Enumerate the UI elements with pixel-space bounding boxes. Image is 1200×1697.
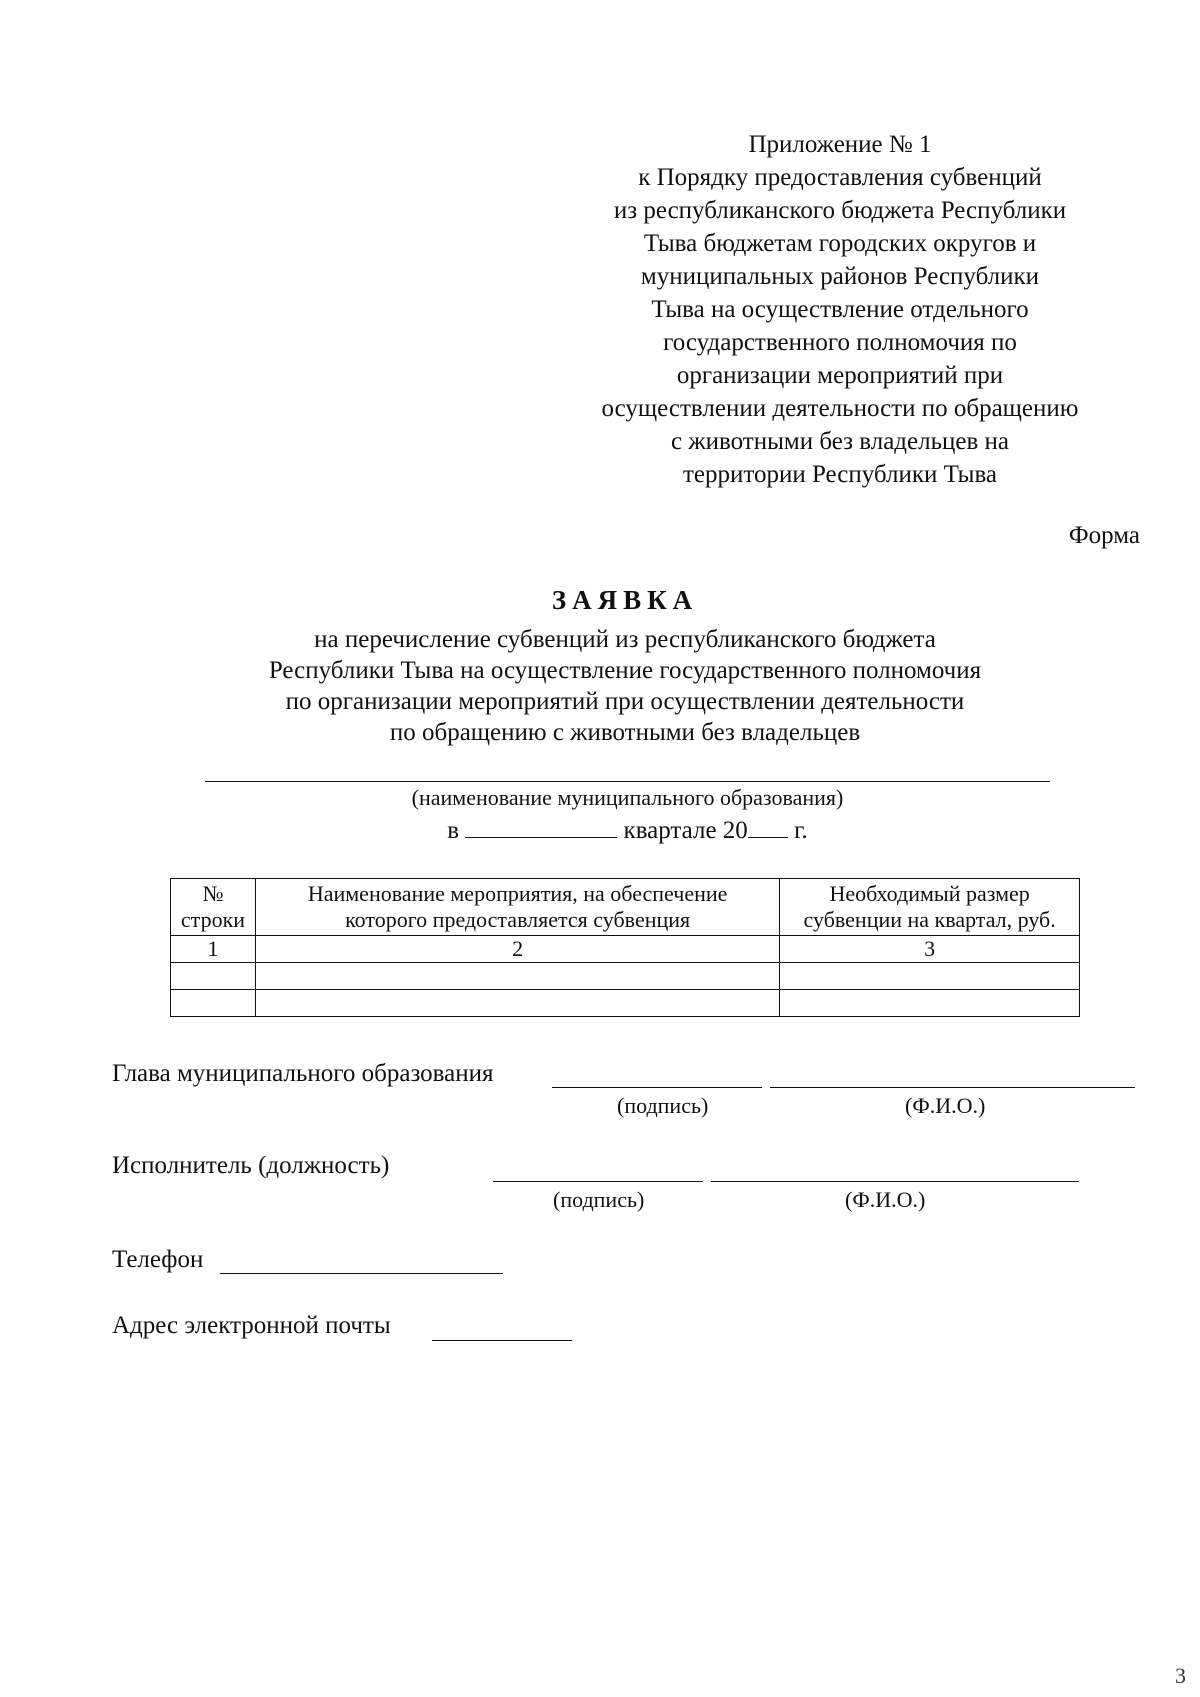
subtitle-line: по обращению с животными без владельцев bbox=[389, 719, 861, 746]
table-cell[interactable] bbox=[780, 990, 1080, 1017]
phone-blank-line[interactable] bbox=[220, 1273, 503, 1274]
appendix-line: к Порядку предоставления субвенций bbox=[638, 164, 1042, 191]
quarter-blank[interactable] bbox=[465, 815, 617, 838]
appendix-line: государственного полномочия по bbox=[663, 329, 1017, 356]
page-mark: 3 bbox=[1175, 1663, 1186, 1688]
document-title: ЗАЯВКА bbox=[551, 585, 699, 615]
quarter-suffix: г. bbox=[794, 817, 808, 844]
header-activity-name bbox=[255, 879, 779, 936]
appendix-line: территории Республики Тыва bbox=[682, 461, 998, 488]
header-text: строки bbox=[180, 907, 246, 932]
header-subvention-amount bbox=[780, 879, 1080, 936]
head-label: Глава муниципального образования bbox=[112, 1060, 494, 1087]
head-signature-line[interactable] bbox=[552, 1087, 762, 1088]
appendix-line: муниципальных районов Республики bbox=[640, 263, 1040, 290]
head-signature-caption: (подпись) bbox=[617, 1093, 709, 1118]
quarter-line bbox=[205, 815, 1050, 845]
document-subtitle bbox=[200, 624, 1050, 748]
column-number: 1 bbox=[171, 936, 256, 963]
email-blank-line[interactable] bbox=[432, 1340, 572, 1341]
appendix-line: из республиканского бюджета Республики bbox=[613, 197, 1067, 224]
appendix-block bbox=[590, 128, 1090, 491]
column-number: 2 bbox=[255, 936, 779, 963]
quarter-prefix: в bbox=[447, 817, 460, 844]
appendix-line: с животными без владельцев на bbox=[670, 428, 1009, 455]
subtitle-line: Республики Тыва на осуществление государственного полномочия bbox=[268, 657, 982, 684]
executor-signature-line[interactable] bbox=[493, 1181, 703, 1182]
appendix-line: осуществлении деятельности по обращению bbox=[601, 395, 1079, 422]
appendix-line: организации мероприятий при bbox=[676, 362, 1004, 389]
subtitle-line: на перечисление субвенций из республиканского бюджета bbox=[314, 626, 936, 653]
subtitle-line: по организации мероприятий при осуществлении деятельности bbox=[285, 688, 965, 715]
municipality-blank-line[interactable] bbox=[205, 781, 1050, 782]
email-label: Адрес электронной почты bbox=[112, 1312, 391, 1339]
executor-name-line[interactable] bbox=[711, 1181, 1079, 1182]
column-number: 3 bbox=[780, 936, 1080, 963]
table-cell[interactable] bbox=[255, 990, 779, 1017]
table-cell[interactable] bbox=[780, 963, 1080, 990]
phone-label: Телефон bbox=[112, 1246, 204, 1273]
appendix-line: Тыва на осуществление отдельного bbox=[651, 296, 1029, 323]
head-name-line[interactable] bbox=[770, 1087, 1135, 1088]
table-row bbox=[171, 990, 1080, 1017]
table-row bbox=[171, 963, 1080, 990]
appendix-line: Тыва бюджетам городских округов и bbox=[643, 230, 1037, 257]
municipality-caption: (наименование муниципального образования) bbox=[411, 785, 844, 810]
header-text: № bbox=[202, 881, 224, 906]
header-text: субвенции на квартал, руб. bbox=[803, 907, 1056, 932]
appendix-line: Приложение № 1 bbox=[748, 131, 932, 158]
table-cell[interactable] bbox=[171, 963, 256, 990]
header-text: которого предоставляется субвенция bbox=[345, 907, 691, 932]
head-name-caption: (Ф.И.О.) bbox=[905, 1093, 986, 1118]
table-header-row bbox=[171, 879, 1080, 936]
table-column-number-row bbox=[171, 936, 1080, 963]
request-table bbox=[170, 878, 1080, 1017]
header-row-number bbox=[171, 879, 256, 936]
executor-label: Исполнитель (должность) bbox=[112, 1152, 390, 1179]
form-label: Форма bbox=[1068, 522, 1140, 549]
executor-name-caption: (Ф.И.О.) bbox=[845, 1187, 926, 1212]
quarter-middle: квартале 20 bbox=[623, 817, 748, 844]
header-text: Наименование мероприятия, на обеспечение bbox=[307, 881, 728, 906]
table-cell[interactable] bbox=[255, 963, 779, 990]
header-text: Необходимый размер bbox=[829, 881, 1030, 906]
year-blank[interactable] bbox=[748, 815, 788, 838]
table-cell[interactable] bbox=[171, 990, 256, 1017]
executor-signature-caption: (подпись) bbox=[553, 1187, 645, 1212]
